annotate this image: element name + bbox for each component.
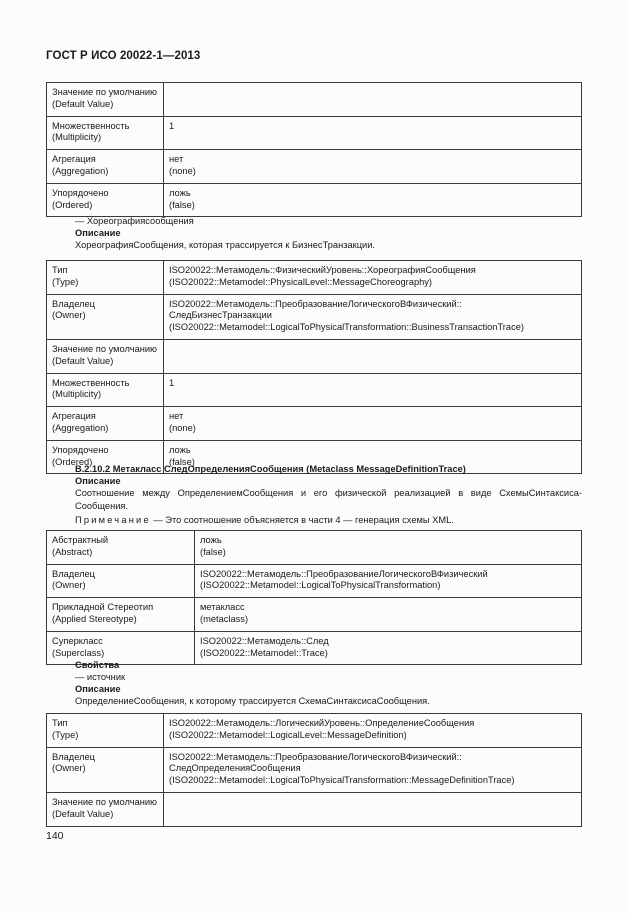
property-value-cell [164,294,582,339]
section2-note [75,514,454,526]
section3-properties-heading: Свойства [75,660,120,670]
property-value-line: (ISO20022::Metamodel::Trace) [200,647,328,658]
property-name-line: (Aggregation) [52,165,109,176]
property-name-cell [47,261,164,295]
property-table-3 [46,530,582,665]
table-row [47,631,582,665]
property-value-line: СледБизнесТранзакции [169,310,272,321]
property-value-line: (ISO20022::Metamodel::LogicalToPhysicalTransformation::MessageDefinitionTrace) [169,775,515,786]
section2-heading: Описание [75,476,121,486]
property-name-line: Агрегация [52,411,96,422]
property-value-line: СледОпределенияСообщения [169,763,301,774]
property-value-cell [164,792,582,826]
property-value-line: (false) [200,546,226,557]
property-name-line: (Applied Stereotype) [52,613,137,624]
property-value-line: ложь [169,187,191,198]
table-row [47,714,582,748]
property-name-line: (Multiplicity) [52,132,102,143]
table-row [47,261,582,295]
property-name-line: (Superclass) [52,647,105,658]
property-value-line: (false) [169,456,195,467]
section2-title: B.2.10.2 Метакласс СледОпределенияСообщения (Metaclass MessageDefinitionTrace) [75,464,466,474]
property-name-line: Значение по умолчанию [52,87,158,97]
property-name-line: Владелец [52,568,96,579]
property-value-cell [195,598,582,632]
property-name-cell [47,792,164,826]
property-name-line: (Owner) [52,763,86,774]
table-row [47,183,582,217]
table-row [47,83,582,117]
property-value-line: 1 [169,377,175,388]
property-name-cell [47,294,164,339]
property-name-cell [47,407,164,441]
property-name-line: (Owner) [52,580,86,591]
property-name-cell [47,631,195,665]
property-value-cell [164,407,582,441]
property-value-line: (false) [169,199,195,210]
note-text: — Это соотношение объясняется в части 4 — генерация схемы XML. [150,515,454,525]
property-value-line: (ISO20022::Metamodel::LogicalToPhysicalTransformation::BusinessTransactionTrace) [169,322,524,333]
document-header: ГОСТ Р ИСО 20022-1—2013 [46,50,201,62]
property-name-cell [47,83,164,117]
property-value-line: (ISO20022::Metamodel::LogicalLevel::MessageDefinition) [169,729,407,740]
property-name-cell [47,116,164,150]
property-value-cell [164,183,582,217]
section3-text: ОпределениеСообщения, к которому трассируется СхемаСинтаксисаСообщения. [75,696,430,706]
property-name-line: Множественность [52,377,130,388]
note-label: Примечание [75,515,151,525]
property-name-cell [47,531,195,565]
property-table-4 [46,713,582,827]
section2-text: Соотношение между ОпределениемСообщения и его физической реализацией в виде СхемыСинтаксиса-Сообщения. [75,488,582,511]
property-value-line: (ISO20022::Metamodel::PhysicalLevel::MessageChoreography) [169,276,433,287]
property-value-line: метакласс [200,602,245,613]
property-name-line: Упорядочено [52,444,109,455]
property-name-cell [47,183,164,217]
table-row [47,373,582,407]
table-row [47,792,582,826]
property-value-line: нет [169,154,184,165]
section1-item: — Хореографиясообщения [75,216,194,226]
property-name-cell [47,598,195,632]
property-name-cell [47,747,164,792]
property-value-line: (metaclass) [200,613,249,624]
property-value-line: ISO20022::Метамодель::ПреобразованиеЛогическогоВФизический [200,568,488,579]
property-value-line: ложь [200,535,222,545]
table-row [47,150,582,184]
property-value-cell [164,747,582,792]
property-name-line: (Ordered) [52,456,93,467]
property-name-line: (Abstract) [52,546,93,557]
section3-heading: Описание [75,684,121,694]
property-table-1 [46,82,582,217]
property-name-cell [47,714,164,748]
table-row [47,531,582,565]
property-value-cell [195,631,582,665]
table-row [47,116,582,150]
property-name-line: Упорядочено [52,187,109,198]
property-name-line: (Default Value) [52,98,114,109]
property-value-cell [164,150,582,184]
property-value-line: (none) [169,422,196,433]
property-table-2 [46,260,582,474]
property-value-line: ISO20022::Метамодель::ПреобразованиеЛогическогоВФизический:: [169,751,462,762]
property-name-line: Значение по умолчанию [52,796,158,807]
page-number: 140 [46,830,64,842]
property-name-line: (Aggregation) [52,422,109,433]
property-name-line: Тип [52,718,68,728]
property-value-line: (none) [169,165,196,176]
property-value-cell [164,373,582,407]
property-name-line: Значение по умолчанию [52,343,158,354]
property-name-line: (Type) [52,729,79,740]
property-value-cell [164,83,582,117]
property-value-line: 1 [169,120,175,131]
property-value-line: ISO20022::Метамодель::ЛогическийУровень::ОпределениеСообщения [169,718,475,728]
property-name-line: Владелец [52,298,96,309]
property-name-line: Прикладной Стереотип [52,602,154,613]
table-row [47,407,582,441]
property-name-line: (Ordered) [52,199,93,210]
property-name-line: Владелец [52,751,96,762]
property-name-line: (Owner) [52,310,86,321]
property-name-line: Тип [52,265,68,275]
property-value-cell [164,116,582,150]
section1-text: ХореографияСообщения, которая трассируется к БизнесТранзакции. [75,240,375,250]
table-row [47,339,582,373]
table-row [47,598,582,632]
property-value-cell [195,531,582,565]
property-name-line: (Default Value) [52,355,114,366]
property-value-line: (ISO20022::Metamodel::LogicalToPhysicalTransformation) [200,580,441,591]
property-name-line: Абстрактный [52,535,109,545]
property-name-line: Множественность [52,120,130,131]
property-name-cell [47,339,164,373]
property-value-cell [164,339,582,373]
table-row [47,294,582,339]
section3-item: — источник [75,672,126,682]
property-value-line: ISO20022::Метамодель::След [200,635,329,646]
table-row [47,564,582,598]
table-row [47,747,582,792]
property-name-line: (Multiplicity) [52,389,102,400]
property-value-line: нет [169,411,184,422]
section1-heading: Описание [75,228,121,238]
property-name-line: Агрегация [52,154,96,165]
property-name-cell [47,373,164,407]
property-value-line: ложь [169,444,191,455]
property-name-cell [47,150,164,184]
property-name-line: (Default Value) [52,808,114,819]
property-value-cell [164,714,582,748]
property-name-cell [47,564,195,598]
property-name-line: Суперкласс [52,635,103,646]
property-value-line: ISO20022::Метамодель::ПреобразованиеЛогическогоВФизический:: [169,298,462,309]
property-value-line: ISO20022::Метамодель::ФизическийУровень::ХореографияСообщения [169,265,476,275]
property-value-cell [195,564,582,598]
property-name-line: (Type) [52,276,79,287]
property-value-cell [164,261,582,295]
